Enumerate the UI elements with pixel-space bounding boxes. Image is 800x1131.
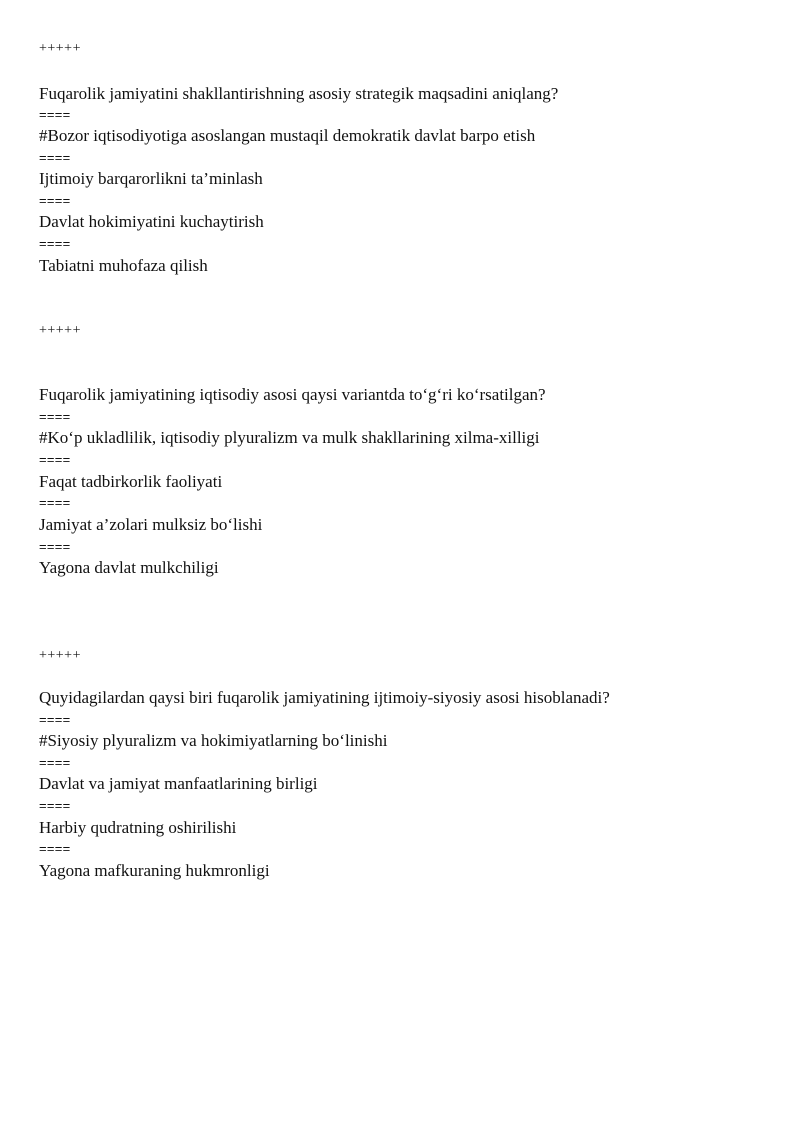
option-text: Davlat va jamiyat manfaatlarining birligi: [39, 774, 318, 793]
option-separator: ====: [39, 798, 71, 813]
option-text: Yagona davlat mulkchiligi: [39, 558, 219, 577]
option-text: Ijtimoiy barqarorlikni ta’minlash: [39, 169, 263, 188]
option-text: Yagona mafkuraning hukmronligi: [39, 861, 270, 880]
option-separator: ====: [39, 452, 71, 467]
option-separator: ====: [39, 539, 71, 554]
question-text: Fuqarolik jamiyatining iqtisodiy asosi qaysi variantda to‘g‘ri ko‘rsatilgan?: [39, 385, 546, 404]
option-text: Faqat tadbirkorlik faoliyati: [39, 472, 223, 491]
option-correct: #Bozor iqtisodiyotiga asoslangan mustaqil demokratik davlat barpo etish: [39, 126, 536, 145]
option-separator: ====: [39, 409, 71, 424]
plus-separator: +++++: [39, 41, 81, 56]
plus-separator: +++++: [39, 648, 81, 663]
question-text: Quyidagilardan qaysi biri fuqarolik jamiyatining ijtimoiy-siyosiy asosi hisoblanadi?: [39, 688, 610, 707]
plus-separator: +++++: [39, 323, 81, 338]
option-text: Davlat hokimiyatini kuchaytirish: [39, 212, 264, 231]
question-text: Fuqarolik jamiyatini shakllantirishning asosiy strategik maqsadini aniqlang?: [39, 84, 559, 103]
option-separator: ====: [39, 841, 71, 856]
option-separator: ====: [39, 755, 71, 770]
option-separator: ====: [39, 193, 71, 208]
option-correct: #Siyosiy plyuralizm va hokimiyatlarning bo‘linishi: [39, 731, 388, 750]
option-text: Tabiatni muhofaza qilish: [39, 256, 208, 275]
option-separator: ====: [39, 236, 71, 251]
option-separator: ====: [39, 107, 71, 122]
option-separator: ====: [39, 495, 71, 510]
option-separator: ====: [39, 150, 71, 165]
option-correct: #Ko‘p ukladlilik, iqtisodiy plyuralizm va mulk shakllarining xilma-xilligi: [39, 428, 540, 447]
option-text: Jamiyat a’zolari mulksiz bo‘lishi: [39, 515, 263, 534]
option-separator: ====: [39, 712, 71, 727]
option-text: Harbiy qudratning oshirilishi: [39, 818, 237, 837]
